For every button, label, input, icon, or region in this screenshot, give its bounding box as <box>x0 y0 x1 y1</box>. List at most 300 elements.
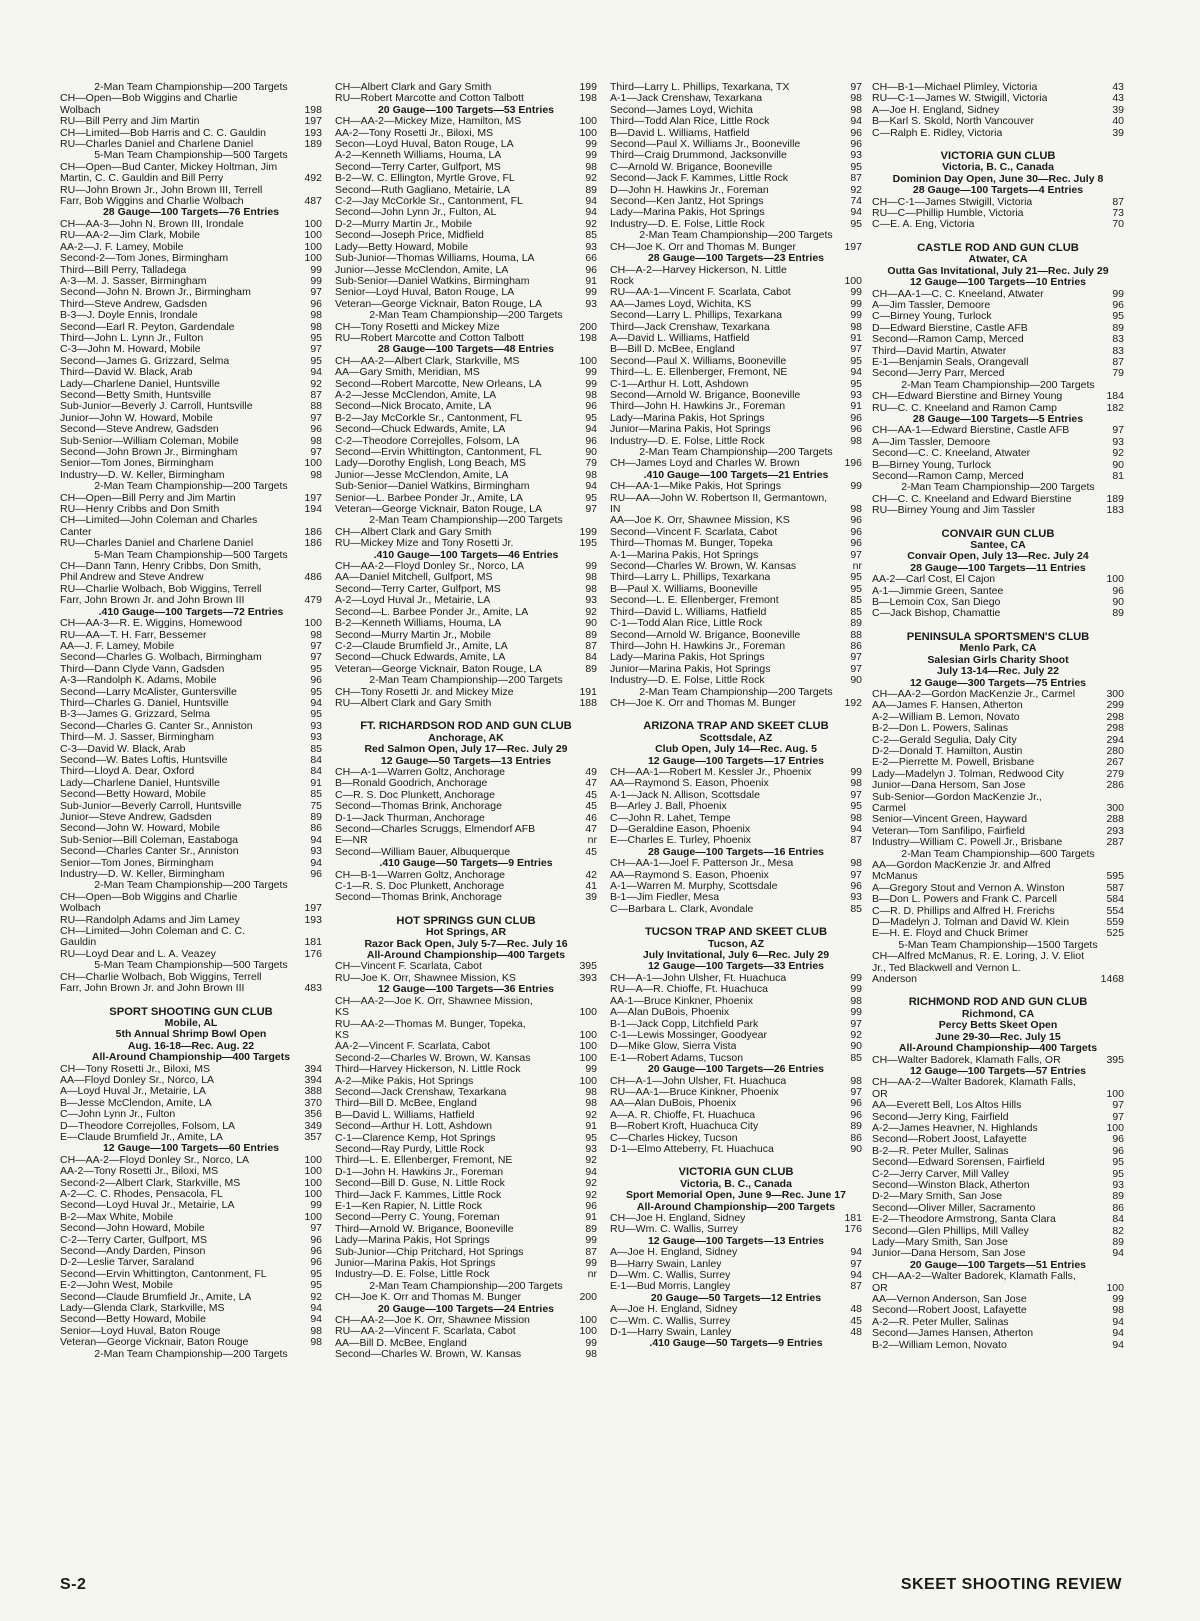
event-heading <box>872 563 1124 574</box>
score: nr <box>852 560 862 573</box>
entry-text: Gauldin <box>60 937 97 949</box>
entry-text: CH—Joe K. Orr and Thomas M. Bunger <box>610 241 796 253</box>
entry-text: B-1—Jim Fiedler, Mesa <box>610 892 720 904</box>
result-line <box>60 310 322 321</box>
score: 100 <box>579 1028 597 1041</box>
entry-text: Third—John H. Hawkins Jr., Foreman <box>610 401 786 413</box>
result-line <box>335 527 597 538</box>
entry-text: Industry—D. E. Folse, Little Rock <box>610 435 765 447</box>
entry-text: AA—Bill D. McBee, England <box>335 1337 467 1349</box>
event-heading <box>610 950 862 961</box>
event-heading <box>335 105 597 116</box>
score: 100 <box>579 1051 597 1064</box>
entry-text: RICHMOND ROD AND GUN CLUB <box>908 997 1088 1009</box>
entry-text: Lady—Madelyn J. Tolman, Redwood City <box>872 768 1064 780</box>
result-line <box>610 379 862 390</box>
score: 349 <box>304 1119 322 1132</box>
score: 595 <box>1106 870 1124 883</box>
score: 84 <box>1112 1213 1124 1226</box>
score: 85 <box>850 605 862 618</box>
result-line <box>610 458 862 469</box>
result-line <box>60 1109 322 1120</box>
entry-text: All-Around Championship—200 Targets <box>636 1201 836 1213</box>
entry-text: Third—L. E. Ellenberger, Fremont, NE <box>610 367 788 379</box>
entry-text: CH—AA-2—Floyd Donley Sr., Norco, LA <box>335 561 525 573</box>
event-heading <box>335 1304 597 1315</box>
event-heading <box>60 1018 322 1029</box>
entry-text: Lady—Glenda Clark, Starkville, MS <box>60 1303 225 1315</box>
entry-text: Second—Glen Phillips, Mill Valley <box>872 1225 1029 1237</box>
entry-text: CH—A-2—Harvey Hickerson, N. Little <box>610 264 787 276</box>
score: 90 <box>585 617 597 630</box>
event-heading <box>872 162 1124 173</box>
result-line <box>872 346 1124 357</box>
result-line <box>610 1316 862 1327</box>
result-line <box>872 1100 1124 1111</box>
entry-text: Second—Arthur H. Lott, Ashdown <box>335 1121 493 1133</box>
team-heading <box>872 849 1124 860</box>
event-heading <box>60 1041 322 1052</box>
entry-text: Third—L. E. Ellenberger, Fremont, NE <box>335 1155 513 1167</box>
entry-text: RU—Robert Marcotte and Cotton Talbott <box>335 332 524 344</box>
score: 194 <box>304 503 322 516</box>
result-line <box>335 139 597 150</box>
entry-text: CH—A-1—John Ulsher, Ft. Huachuca <box>610 1075 787 1087</box>
result-line <box>872 368 1124 379</box>
entry-text: Second—Murry Martin Jr., Mobile <box>335 629 491 641</box>
entry-text: RU—Henry Cribbs and Don Smith <box>60 504 220 516</box>
score: 100 <box>304 1210 322 1223</box>
result-line <box>610 790 862 801</box>
result-line <box>335 1190 597 1201</box>
club-heading <box>60 1007 322 1018</box>
entry-text: B-2—R. Peter Muller, Salinas <box>872 1145 1009 1157</box>
score: 186 <box>304 525 322 538</box>
entry-text: RU—Mickey Mize and Tony Rosetti Jr. <box>335 538 514 550</box>
entry-text: Second—James Loyd, Wichita <box>610 104 753 116</box>
result-line <box>610 801 862 812</box>
result-line <box>60 105 322 116</box>
entry-text: Farr, Bob Wiggins and Charlie Wolbach <box>60 196 244 208</box>
entry-text: Lady—Marina Pakis, Hot Springs <box>610 207 765 219</box>
result-line <box>872 906 1124 917</box>
score: 100 <box>1106 573 1124 586</box>
entry-text: Wolbach <box>60 903 101 915</box>
result-line <box>335 276 597 287</box>
result-line <box>335 1269 597 1280</box>
score: 89 <box>1112 607 1124 620</box>
result-line <box>872 1248 1124 1259</box>
score: 191 <box>579 685 597 698</box>
score: 94 <box>310 1313 322 1326</box>
entry-text: Second—Ramon Camp, Merced <box>872 334 1024 346</box>
score: 94 <box>310 856 322 869</box>
entry-text: Veteran—George Vicknair, Baton Rouge, LA <box>335 663 543 675</box>
entry-text: CH—AA-2—Walter Badorek, Klamath Falls, <box>872 1077 1076 1089</box>
score: 94 <box>310 1302 322 1315</box>
event-heading <box>872 174 1124 185</box>
result-line <box>335 413 597 424</box>
score: 49 <box>585 765 597 778</box>
result-line <box>872 586 1124 597</box>
entry-text: Veteran—George Vicknair, Baton Rouge, LA <box>335 504 543 516</box>
event-heading <box>335 950 597 961</box>
result-line <box>335 322 597 333</box>
result-line <box>610 584 862 595</box>
score: 96 <box>850 138 862 151</box>
result-line <box>610 424 862 435</box>
event-heading <box>872 540 1124 551</box>
result-line <box>335 687 597 698</box>
event-heading <box>60 1052 322 1063</box>
entry-text: Sub-Junior—Beverly J. Carroll, Huntsville <box>60 401 253 413</box>
entry-text: Second—Larry L. Phillips, Texarkana <box>610 310 782 322</box>
entry-text: Senior—Vincent Green, Hayward <box>872 814 1028 826</box>
entry-text: CH—Walter Badorek, Klamath Falls, OR <box>872 1054 1061 1066</box>
score: 99 <box>585 560 597 573</box>
score: 94 <box>585 423 597 436</box>
result-line <box>60 675 322 686</box>
score: 87 <box>850 172 862 185</box>
result-line <box>872 494 1124 505</box>
score: 94 <box>850 1246 862 1259</box>
result-line <box>335 641 597 652</box>
results-column-4 <box>872 82 1124 1351</box>
entry-text: A—David L. Williams, Hatfield <box>610 332 750 344</box>
result-line <box>872 437 1124 448</box>
entry-text: Second—Chuck Edwards, Amite, LA <box>335 652 506 664</box>
score: 84 <box>585 651 597 664</box>
entry-text: Second—Larry McAlister, Guntersville <box>60 686 237 698</box>
score: 96 <box>850 411 862 424</box>
score: 97 <box>850 1257 862 1270</box>
event-heading <box>335 939 597 950</box>
entry-text: Convair Open, July 13—Rec. July 24 <box>907 551 1089 563</box>
entry-text: RU—Joe K. Orr, Shawnee Mission, KS <box>335 972 516 984</box>
score: 96 <box>310 1233 322 1246</box>
entry-text: B—Jesse McClendon, Amite, LA <box>60 1097 212 1109</box>
score: 100 <box>304 1153 322 1166</box>
entry-text: Second—Winston Black, Atherton <box>872 1179 1030 1191</box>
score: 100 <box>1106 1281 1124 1294</box>
entry-text: Farr, John Brown Jr. and John Brown III <box>60 983 245 995</box>
entry-text: RU—Charles Daniel and Charlene Daniel <box>60 538 254 550</box>
result-line <box>872 289 1124 300</box>
entry-text: Second—Charles W. Brown, W. Kansas <box>335 1349 522 1361</box>
entry-text: E—H. E. Floyd and Chuck Brimer <box>872 928 1029 940</box>
result-line <box>60 436 322 447</box>
result-line <box>335 881 597 892</box>
result-line <box>872 1328 1124 1339</box>
entry-text: Lady—Charlene Daniel, Huntsville <box>60 777 220 789</box>
score: 93 <box>1112 435 1124 448</box>
result-line <box>610 1327 862 1338</box>
score: nr <box>587 1268 597 1281</box>
event-heading <box>872 185 1124 196</box>
result-line <box>60 778 322 789</box>
result-line <box>335 813 597 824</box>
entry-text: D-1—Elmo Atteberry, Ft. Huachuca <box>610 1143 774 1155</box>
score: 94 <box>585 195 597 208</box>
entry-text: Third—David L. Williams, Hatfield <box>610 606 767 618</box>
result-line <box>60 527 322 538</box>
entry-text: AA-2—Tony Rosetti Jr., Biloxi, MS <box>335 127 494 139</box>
score: 95 <box>310 662 322 675</box>
entry-text: Junior—Jesse McClendon, Amite, LA <box>335 469 509 481</box>
score: 98 <box>1112 1304 1124 1317</box>
result-line <box>60 1166 322 1177</box>
result-line <box>610 162 862 173</box>
score: 39 <box>585 891 597 904</box>
result-line <box>60 937 322 948</box>
entry-text: CH—Dann Tann, Henry Cribbs, Don Smith, <box>60 561 262 573</box>
score: 97 <box>850 1085 862 1098</box>
result-line <box>335 1224 597 1235</box>
result-line <box>610 413 862 424</box>
entry-text: CH—A-1—John Ulsher, Ft. Huachuca <box>610 972 787 984</box>
result-line <box>610 984 862 995</box>
result-line <box>335 173 597 184</box>
entry-text: .410 Gauge—100 Targets—72 Entries <box>98 606 284 618</box>
entry-text: 2-Man Team Championship—200 Targets <box>94 82 288 93</box>
result-line <box>335 424 597 435</box>
result-line <box>60 1155 322 1166</box>
result-line <box>872 803 1124 814</box>
entry-text: OR <box>872 1282 888 1294</box>
result-line <box>335 584 597 595</box>
entry-text: 2-Man Team Championship—200 Targets <box>639 230 833 242</box>
score: 73 <box>1112 207 1124 220</box>
entry-text: B-2—Kenneth Williams, Houma, LA <box>335 618 502 630</box>
entry-text: Lady—Marina Pakis, Hot Springs <box>610 652 765 664</box>
result-line <box>335 1178 597 1189</box>
score: 99 <box>585 1336 597 1349</box>
score: 97 <box>850 788 862 801</box>
entry-text: Second—Charles Canter Sr., Anniston <box>60 846 239 858</box>
team-heading <box>610 447 862 458</box>
score: 89 <box>585 183 597 196</box>
entry-text: Richmond, CA <box>961 1008 1035 1020</box>
entry-text: Third—Dann Clyde Vann, Gadsden <box>60 663 225 675</box>
entry-text: E-2—Theodore Armstrong, Santa Clara <box>872 1214 1056 1226</box>
entry-text: CH—Albert Clark and Gary Smith <box>335 82 492 93</box>
event-heading <box>335 756 597 767</box>
score: 93 <box>850 388 862 401</box>
result-line <box>872 208 1124 219</box>
score: 95 <box>310 331 322 344</box>
result-line <box>60 1292 322 1303</box>
score: 98 <box>310 468 322 481</box>
entry-text: D—Geraldine Eason, Phoenix <box>610 824 751 835</box>
score: 98 <box>310 1324 322 1337</box>
result-line <box>335 1326 597 1337</box>
score: 96 <box>1112 1133 1124 1146</box>
score: 559 <box>1106 916 1124 929</box>
entry-text: C—Wm. C. Wallis, Surrey <box>610 1315 731 1327</box>
entry-text: D—Mike Glow, Sierra Vista <box>610 1041 737 1053</box>
result-line <box>335 1349 597 1360</box>
entry-text: 12 Gauge—300 Targets—75 Entries <box>909 677 1087 689</box>
score: 95 <box>850 377 862 390</box>
score: 94 <box>585 206 597 219</box>
entry-text: Senior—Tom Jones, Birmingham <box>60 857 214 869</box>
result-line <box>335 1315 597 1326</box>
entry-text: TUCSON TRAP AND SKEET CLUB <box>644 927 828 939</box>
score: 199 <box>579 525 597 538</box>
event-heading <box>610 1293 862 1304</box>
result-line <box>872 1214 1124 1225</box>
result-line <box>872 860 1124 871</box>
entry-text: 12 Gauge—100 Targets—36 Entries <box>377 984 555 996</box>
result-line <box>872 197 1124 208</box>
club-heading <box>872 997 1124 1008</box>
score: 267 <box>1106 756 1124 769</box>
event-heading <box>335 984 597 995</box>
event-heading <box>872 1032 1124 1043</box>
score: 48 <box>850 1303 862 1316</box>
result-line <box>872 746 1124 757</box>
entry-text: CH—AA-2—Gordon MacKenzie Jr., Carmel <box>872 688 1076 700</box>
score: 87 <box>1112 355 1124 368</box>
section-gap <box>872 620 1124 632</box>
result-line <box>610 207 862 218</box>
score: 96 <box>850 1097 862 1110</box>
score: 87 <box>850 834 862 847</box>
entry-text: D—Edward Bierstine, Castle AFB <box>872 322 1028 334</box>
score: 100 <box>304 1176 322 1189</box>
entry-text: RU—Charlie Wolbach, Bob Wiggins, Terrell <box>60 583 262 595</box>
entry-text: RU—Robert Marcotte and Cotton Talbott <box>335 93 524 105</box>
entry-text: Second—Paul X. Williams, Booneville <box>610 355 787 367</box>
result-line <box>335 870 597 881</box>
team-heading <box>60 150 322 161</box>
result-line <box>872 391 1124 402</box>
result-line <box>335 1007 597 1018</box>
entry-text: Junior—Jesse McClendon, Amite, LA <box>335 264 509 276</box>
result-line <box>60 1314 322 1325</box>
entry-text: C-1—R. S. Doc Plunkett, Anchorage <box>335 881 505 893</box>
score: 357 <box>304 1130 322 1143</box>
entry-text: E—Claude Brumfield Jr., Amite, LA <box>60 1131 223 1143</box>
result-line <box>60 1223 322 1234</box>
entry-text: CH—AA-1—Robert M. Kessler Jr., Phoenix <box>610 766 812 778</box>
entry-text: Second—John Brown Jr., Birmingham <box>60 447 238 458</box>
score: 189 <box>304 138 322 151</box>
entry-text: C—Arnold W. Brigance, Booneville <box>610 161 773 173</box>
score: 90 <box>850 674 862 687</box>
result-line <box>60 561 322 572</box>
score: 70 <box>1112 218 1124 231</box>
score: 188 <box>579 696 597 709</box>
entry-text: Second—Charles G. Wolbach, Birmingham <box>60 652 262 664</box>
entry-text: E-1—Benjamin Seals, Orangevall <box>872 356 1029 368</box>
score: 99 <box>585 138 597 151</box>
entry-text: A—Joe H. England, Sidney <box>610 1247 738 1259</box>
entry-text: Senior—Tom Jones, Birmingham <box>60 458 214 470</box>
result-line <box>60 367 322 378</box>
score: 181 <box>844 1212 862 1224</box>
result-line <box>610 219 862 230</box>
entry-text: CH—Joe K. Orr and Thomas M. Bunger <box>335 1292 521 1304</box>
entry-text: B—Ronald Goodrich, Anchorage <box>335 778 488 790</box>
score: 300 <box>1106 687 1124 700</box>
entry-text: Second—Ramon Camp, Merced <box>872 471 1024 482</box>
result-line <box>872 574 1124 585</box>
result-line <box>335 196 597 207</box>
score: 288 <box>1106 813 1124 826</box>
entry-text: Aug. 16-18—Rec. Aug. 22 <box>127 1040 255 1052</box>
score: 99 <box>850 983 862 996</box>
score: 98 <box>585 160 597 173</box>
score: 97 <box>310 411 322 424</box>
event-heading <box>60 1029 322 1040</box>
score: 94 <box>1112 1247 1124 1260</box>
score: 89 <box>850 1120 862 1133</box>
entry-text: Sub-Senior—Daniel Watkins, Birmingham <box>335 275 530 287</box>
score: 395 <box>1106 1053 1124 1066</box>
score: 95 <box>585 1131 597 1144</box>
entry-text: AA—Daniel Mitchell, Gulfport, MS <box>335 572 493 584</box>
result-line <box>610 367 862 378</box>
result-line <box>610 527 862 538</box>
entry-text: Phil Andrew and Steve Andrew <box>60 572 204 584</box>
section-gap <box>610 709 862 721</box>
entry-text: Sub-Junior—Chip Pritchard, Hot Springs <box>335 1246 524 1258</box>
score: 90 <box>1112 458 1124 471</box>
result-line <box>335 1167 597 1178</box>
result-line <box>872 1191 1124 1202</box>
result-line <box>335 973 597 984</box>
score: 92 <box>850 1028 862 1041</box>
result-line <box>872 1180 1124 1191</box>
entry-text: Santee, CA <box>970 540 1026 552</box>
score: 100 <box>844 274 862 287</box>
entry-text: CH—AA-1—Edward Bierstine, Castle AFB <box>872 425 1070 437</box>
entry-text: .410 Gauge—50 Targets—9 Entries <box>379 858 553 870</box>
result-line <box>872 597 1124 608</box>
entry-text: AA—Gary Smith, Meridian, MS <box>335 367 480 379</box>
result-line <box>610 641 862 652</box>
entry-text: RU—Birney Young and Jim Tassler <box>872 505 1036 517</box>
entry-text: HOT SPRINGS GUN CLUB <box>396 915 536 927</box>
result-line <box>60 413 322 424</box>
club-heading <box>610 927 862 938</box>
result-line <box>60 538 322 549</box>
result-line <box>872 928 1124 939</box>
entry-text: Third—Bill Perry, Talladega <box>60 264 187 276</box>
entry-text: Senior—L. Barbee Ponder Jr., Amite, LA <box>335 492 523 504</box>
result-line <box>872 700 1124 711</box>
event-heading <box>872 1009 1124 1020</box>
entry-text: Second—Robert Joost, Lafayette <box>872 1134 1027 1146</box>
entry-text: Second-2—Tom Jones, Birmingham <box>60 253 229 265</box>
entry-text: Second—Jerry Parr, Merced <box>872 368 1005 380</box>
result-line <box>335 538 597 549</box>
score: 197 <box>304 115 322 128</box>
results-column-1 <box>60 82 322 1360</box>
result-line <box>610 1087 862 1098</box>
score: 100 <box>304 229 322 242</box>
club-heading <box>335 721 597 732</box>
result-line <box>60 903 322 914</box>
score: 200 <box>579 320 597 333</box>
result-line <box>60 755 322 766</box>
club-heading <box>610 1167 862 1178</box>
result-line <box>872 814 1124 825</box>
score: 198 <box>579 92 597 105</box>
result-line <box>872 1157 1124 1168</box>
result-line <box>60 356 322 367</box>
